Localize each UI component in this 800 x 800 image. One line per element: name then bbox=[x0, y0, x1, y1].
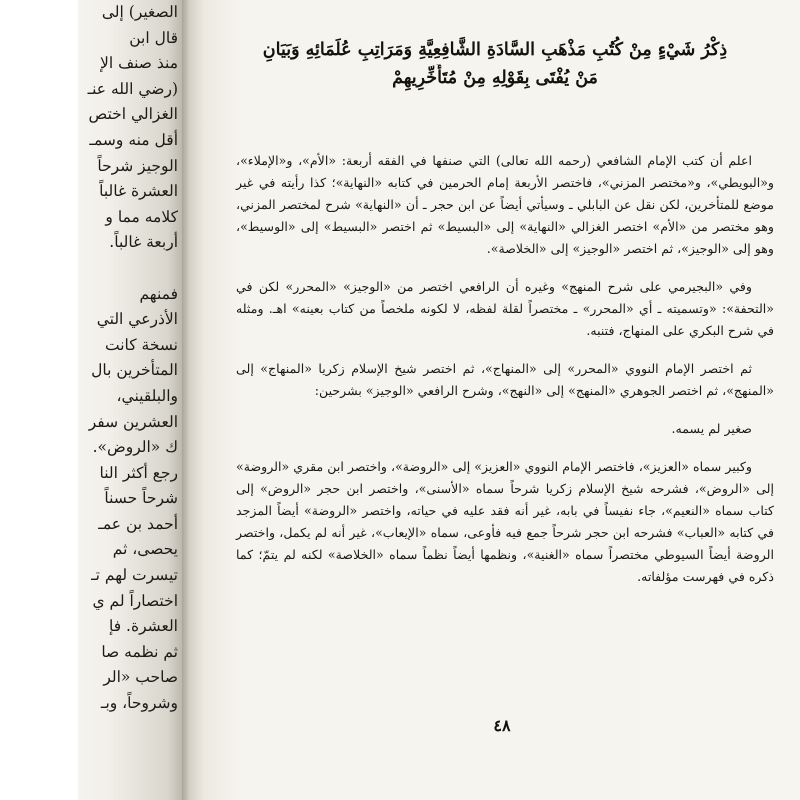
left-line: قال ابن bbox=[129, 28, 178, 47]
page-margin-strip bbox=[0, 0, 78, 800]
paragraph: وفي «البجيرمي على شرح المنهج» وغيره أن الرافعي اختصر من «الوجيز» «المحرر» لكن في «التحفة»: «وتسميته ـ أي «المحرر» ـ مختصراً لقلة لفظه، لا لكونه ملخصاً من كتاب بعينه» اهـ. ومثله في شرح البكري على المنهاج، فتنبه. bbox=[236, 279, 774, 338]
paragraph: صغير لم يسمه. bbox=[671, 421, 752, 436]
book-gutter bbox=[182, 0, 204, 800]
left-line: كلامه مما و bbox=[105, 207, 178, 226]
left-line: الأذرعي التي bbox=[96, 310, 178, 329]
left-line: أقل منه وسمـ bbox=[89, 130, 178, 149]
left-line: نسخة كانت bbox=[104, 335, 178, 354]
main-page bbox=[204, 0, 800, 800]
paragraph: وكبير سماه «العزيز»، فاختصر الإمام النووي «العزيز» إلى «الروضة»، واختصر ابن مقري «الروضة» إلى «الروض»، فشرحه شيخ الإسلام زكريا شرحاً سماه «الأسنى»، واختصر ابن حجر «الروض» إلى كتاب سماه «النعيم»، جاء نفيساً في بابه، غير أنه فقد عليه في حياته، واختصر «الروضة» أيضاً المزجد في كتابه «العباب» فشرحه ابن حجر شرحاً جمع فيه فأوعى، سماه «الإيعاب»، غير أنه لم يكمل، واختصر الروضة أيضاً السيوطي مختصراً سماه «الغنية»، ونظمها أيضاً نظماً سماه «الخلاصة» لكنه لم يتمّ؛ كما ذكره في فهرست مؤلفاته. bbox=[236, 459, 774, 584]
left-line: يحصى، ثم bbox=[112, 540, 178, 559]
page-number: ٤٨ bbox=[493, 716, 511, 735]
paragraph: ثم اختصر الإمام النووي «المحرر» إلى «المنهاج»، ثم اختصر شيخ الإسلام زكريا «المنهاج» إلى «المنهج»، ثم اختصر الجوهري «المنهج» إلى «النهج»، وشرح الرافعي «الوجيز» بشرحين: bbox=[236, 361, 774, 398]
paragraph: اعلم أن كتب الإمام الشافعي (رحمه الله تعالى) التي صنفها في الفقه أربعة: «الأم»، و«الإملاء»، و«البويطي»، و«مختصر المزني»، فاختصر الأربعة إمام الحرمين في كتابه «النهاية»؛ كذا رأيته في غير موضع للمتأخرين، لكن نقل عن البابلي ـ وسيأتي أيضاً عن ابن حجر ـ أن «النهاية» شرح لمختصر المزني، وهو مختصر من «الأم» اختصر الغزالي «النهاية» إلى «البسيط» ثم اختصر «البسيط» إلى «الوسيط»، وهو إلى «الوجيز»، ثم اختصر «الوجيز» إلى «الخلاصة». bbox=[236, 153, 774, 256]
left-line: تيسرت لهم تـ bbox=[91, 566, 178, 585]
left-line: فمنهم bbox=[139, 284, 178, 303]
heading-line: ذِكْرُ شَيْءٍ مِنْ كُتُبِ مَذْهَبِ السَّادَةِ الشَّافِعِيَّةِ وَمَرَاتِبِ عُلَمَائِهِ وَبَيَانِ bbox=[262, 40, 728, 60]
left-line: أربعة غالباً. bbox=[109, 233, 178, 252]
left-line: (رضي الله عنـ bbox=[87, 79, 178, 98]
left-line: العشرة. فإ bbox=[109, 617, 178, 636]
left-line: رجع أكثر النا bbox=[99, 463, 178, 482]
page-body bbox=[236, 150, 774, 588]
left-line: الغزالي اختص bbox=[88, 105, 178, 124]
left-line: منذ صنف الإ bbox=[100, 54, 178, 73]
left-line: العشرة غالباً bbox=[99, 182, 178, 201]
left-line: الوجيز شرحاً bbox=[97, 156, 178, 175]
left-line: المتأخرين بال bbox=[91, 361, 178, 380]
left-line: العشرين سفر bbox=[88, 412, 178, 431]
left-line: وشروحاً، وبـ bbox=[100, 694, 178, 713]
left-line: الصغير) إلى bbox=[101, 3, 178, 21]
heading-line: مَنْ يُفْتَى بِقَوْلِهِ مِنْ مُتَأَخِّرِيهِمْ bbox=[392, 68, 598, 88]
left-page-text bbox=[68, 0, 178, 717]
left-line: شرحاً حسناً bbox=[104, 489, 178, 508]
left-line: اختصاراً لم ي bbox=[92, 591, 178, 610]
left-line: ك «الروض». bbox=[92, 438, 178, 457]
left-facing-page bbox=[0, 0, 182, 800]
left-line: ثم نظمه صا bbox=[101, 642, 178, 661]
left-line: صاحب «الر bbox=[103, 668, 178, 687]
chapter-heading bbox=[212, 36, 778, 92]
left-line: أحمد بن عمـ bbox=[98, 514, 178, 533]
left-line bbox=[68, 256, 178, 282]
left-line: والبلقيني، bbox=[116, 386, 178, 405]
